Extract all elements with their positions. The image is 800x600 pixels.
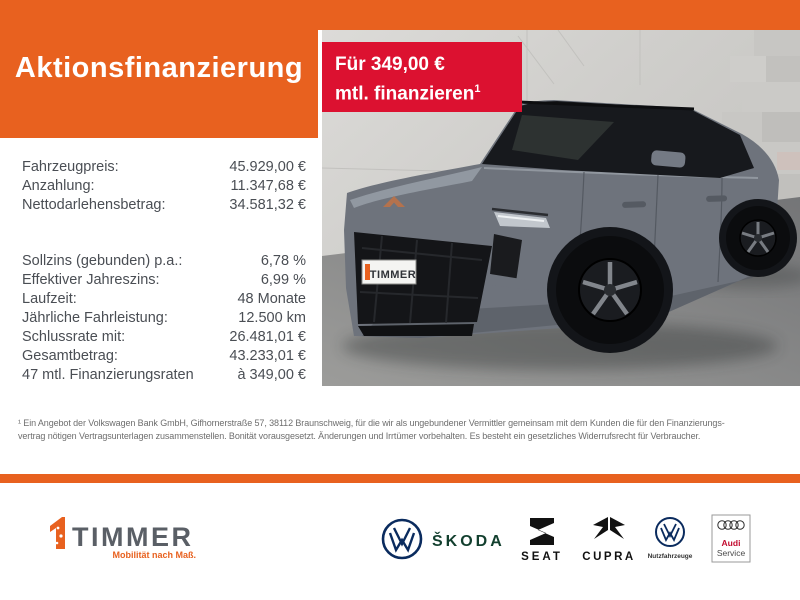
timmer-dot (56, 542, 59, 545)
finance-group-amounts (22, 158, 306, 215)
side-mirror (651, 150, 686, 168)
skoda-wordmark: ŠKODA (432, 533, 505, 550)
footer-divider (0, 474, 800, 483)
offer-line2: mtl. finanzieren$^1$ (335, 83, 481, 105)
page-title: Aktionsfinanzierung (14, 52, 304, 84)
table-row: Anzahlung: 11.347,68 € (22, 178, 306, 194)
offer-box (322, 42, 522, 112)
audi-service-label: Service (716, 548, 746, 558)
table-row: Gesamtbetrag: 43.233,01 € (22, 348, 306, 364)
table-row: 47 mtl. Finanzierungsraten à 349,00 € (22, 367, 306, 383)
timmer-one-icon (50, 517, 65, 549)
timmer-dot (59, 534, 62, 537)
timmer-dot (57, 527, 60, 530)
table-row: Schlussrate mit: 26.481,01 € (22, 329, 306, 345)
front-lip (358, 324, 474, 336)
finance-table (22, 158, 306, 385)
fine-print-line1: ¹ Ein Angebot der Volkswagen Bank GmbH, Gifhornerstraße 57, 38112 Braunschweig, für die wir als ungebundener Vermittler gemeinsam mit dem Kunden die für den Finanzierungs- (18, 418, 725, 428)
footer (0, 484, 800, 600)
dealer-name: TIMMER (72, 522, 194, 552)
front-wheel (556, 236, 664, 344)
table-row: Laufzeit: 48 Monate (22, 291, 306, 307)
nutzfahrzeuge-label: Nutzfahrzeuge (647, 553, 693, 560)
table-row: Sollzins (gebunden) p.a.: 6,78 % (22, 253, 306, 269)
license-plate (362, 260, 416, 284)
footer-logo-strip (0, 484, 800, 600)
finance-group-conditions (22, 252, 306, 385)
fine-print (18, 417, 788, 442)
table-row: Jährliche Fahrleistung: 12.500 km (22, 310, 306, 326)
table-row: Fahrzeugpreis: 45.929,00 € (22, 159, 306, 175)
audi-service-logo (712, 515, 750, 562)
cupra-wordmark: CUPRA (582, 551, 636, 563)
vw-nutzfahrzeuge-logo-icon (656, 518, 684, 546)
seat-logo-icon (530, 518, 554, 545)
fine-print-line2: vertrag nötigen Vertragsunterlagen zusammenstellen. Bonität vorausgesetzt. Änderungen und Irrtümer vorbehalten. Es besteht ein gesetzliches Widerrufsrecht für Verbraucher. (18, 430, 701, 441)
audi-label: Audi (721, 538, 741, 548)
dealer-tagline: Mobilität nach Maß. (112, 550, 196, 560)
table-row: Effektiver Jahreszins: 6,99 % (22, 272, 306, 288)
vw-logo-icon (383, 520, 421, 558)
seat-wordmark: SEAT (521, 551, 563, 563)
offer-footnote-mark: 1 (474, 83, 481, 95)
timmer-logo (50, 517, 196, 560)
offer-line1: Für 349,00 € (335, 54, 445, 75)
rear-wheel (726, 206, 790, 270)
cupra-logo-icon (593, 517, 625, 539)
table-row: Nettodarlehensbetrag: 34.581,32 € (22, 197, 306, 213)
license-plate-text: TIMMER (369, 269, 417, 281)
